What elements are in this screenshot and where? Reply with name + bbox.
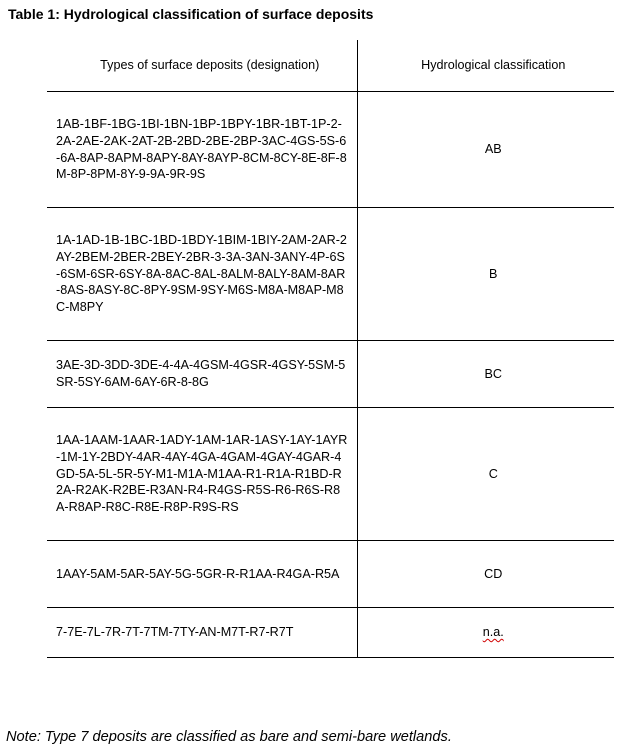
deposits-cell bbox=[47, 541, 372, 608]
deposits-cell bbox=[47, 208, 372, 341]
hydrological-classification-table bbox=[47, 40, 614, 658]
table-header-row bbox=[47, 40, 614, 92]
deposits-text: 1A-1AD-1B-1BC-1BD-1BDY-1BIM-1BIY-2AM-2AR-2AY-2BEM-2BER-2BEY-2BR-3-3A-3AN-3ANY-4P-6S-6SM-6SR-6SY-8A-8AC-8AL-8ALM-8ALY-8AM-8AR-8AS-8ASY-8C-8PY-9SM-9SY-M6S-M8A-M8AP-M8C-M8PY bbox=[56, 233, 347, 315]
deposits-text: 1AA-1AAM-1AAR-1ADY-1AM-1AR-1ASY-1AY-1AYR-1M-1Y-2BDY-4AR-4AY-4GA-4GAM-4GAY-4GAR-4GD-5A-5L-5R-5Y-M1-M1A-M1AA-R1-R1A-R1BD-R2A-R2AK-R2BE-R3AN-R4-R4GS-R5S-R6-R6S-R8A-R8AP-R8C-R8E-R8P-R9S-RS bbox=[56, 433, 348, 515]
table-row bbox=[47, 541, 614, 608]
classification-cell bbox=[372, 608, 614, 658]
deposits-cell bbox=[47, 341, 372, 408]
classification-cell: CD bbox=[372, 541, 614, 608]
header-classification: Hydrological classification bbox=[372, 40, 614, 92]
not-applicable-label: n.a. bbox=[482, 625, 504, 640]
deposits-cell bbox=[47, 608, 372, 658]
deposits-text: 1AAY-5AM-5AR-5AY-5G-5GR-R-R1AA-R4GA-R5A bbox=[56, 566, 340, 581]
classification-cell: BC bbox=[372, 341, 614, 408]
table-note: Note: Type 7 deposits are classified as bare and semi-bare wetlands. bbox=[6, 729, 452, 745]
table-row bbox=[47, 92, 614, 208]
table-row bbox=[47, 341, 614, 408]
deposits-cell bbox=[47, 92, 372, 208]
deposits-text: 1AB-1BF-1BG-1BI-1BN-1BP-1BPY-1BR-1BT-1P-2-2A-2AE-2AK-2AT-2B-2BD-2BE-2BP-3AC-4GS-5S-6-6A-8AP-8APM-8APY-8AY-8AYP-8CM-8CY-8E-8F-8M-8P-8PM-8Y-9-9A-9R-9S bbox=[56, 116, 347, 182]
deposits-cell bbox=[47, 408, 372, 541]
deposits-text: 7-7E-7L-7R-7T-7TM-7TY-AN-M7T-R7-R7T bbox=[56, 625, 294, 640]
classification-cell: AB bbox=[372, 92, 614, 208]
deposits-text: 3AE-3D-3DD-3DE-4-4A-4GSM-4GSR-4GSY-5SM-5SR-5SY-6AM-6AY-6R-8-8G bbox=[56, 358, 346, 389]
table-row bbox=[47, 608, 614, 658]
table-row bbox=[47, 408, 614, 541]
header-deposits: Types of surface deposits (designation) bbox=[47, 40, 372, 92]
classification-cell: B bbox=[372, 208, 614, 341]
table-title: Table 1: Hydrological classification of surface deposits bbox=[8, 6, 374, 22]
column-divider bbox=[357, 40, 358, 657]
classification-cell: C bbox=[372, 408, 614, 541]
table-row bbox=[47, 208, 614, 341]
